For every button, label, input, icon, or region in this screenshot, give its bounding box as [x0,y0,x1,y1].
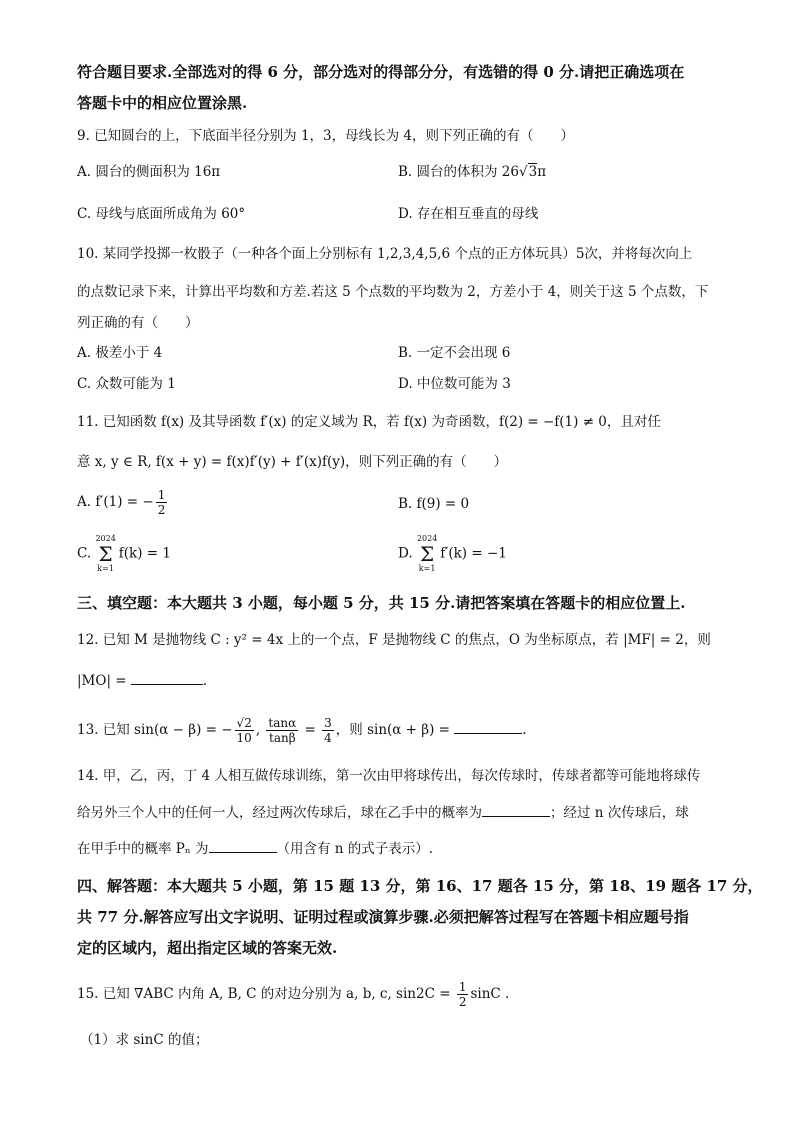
question-10-line-2: 的点数记录下来，计算出平均数和方差.若这 5 个点数的平均数为 2，方差小于 4，则关于这 5 个点数，下 [77,284,709,300]
section-4-line-3: 定的区域内，超出指定区域的答案无效. [77,939,338,957]
question-12-line-1: 12. 已知 M 是抛物线 C : y² = 4x 上的一个点，F 是抛物线 C 的焦点，O 为坐标原点，若 |MF| = 2，则 [77,632,711,648]
question-11-line-1: 11. 已知函数 f(x) 及其导函数 f′(x) 的定义域为 R，若 f(x) 为奇函数，f(2) = −f(1) ≠ 0，且对任 [77,414,661,430]
q10-option-c: C. 众数可能为 1 [77,376,176,392]
q11-option-d: D. 2024 Σ k=1 f′(k) = −1 [398,534,507,573]
q9-option-a: A. 圆台的侧面积为 16π [77,164,221,180]
q11-option-a: A. f′(1) = − $\frac{1}{2}$ [77,488,166,517]
q9-option-d: D. 存在相互垂直的母线 [398,206,539,222]
question-15: 15. 已知 ∇ABC 内角 A, B, C 的对边分别为 a, b, c, sin2C = $\frac{1}{2}$ sinC . [77,980,510,1009]
question-15-part-1: （1）求 sinC 的值； [80,1032,209,1048]
question-14-line-3: 在甲手中的概率 Pₙ 为 （用含有 n 的式子表示）. [77,838,433,859]
q11-option-c: C. 2024 Σ k=1 f(k) = 1 [77,534,171,573]
q10-option-b: B. 一定不会出现 6 [398,345,511,361]
section-3-heading: 三、填空题：本大题共 3 小题，每小题 5 分，共 15 分.请把答案填在答题卡的相应位置上. [77,594,686,612]
question-13: 13. 已知 sin(α − β) = − $\frac{√2}{10}$ , $\frac{\tan\alpha}{\tan\beta}$ = $\frac{3}{4}$ ，则 sin(α + β) = . [77,716,527,745]
answer-blank-14a [482,802,550,817]
q9-option-c: C. 母线与底面所成角为 60° [77,206,246,222]
section-4-line-2: 共 77 分.解答应写出文字说明、证明过程或演算步骤.必须把解答过程写在答题卡相应题号指 [77,908,689,926]
section-4-line-1: 四、解答题：本大题共 5 小题，第 15 题 13 分，第 16、17 题各 15 分，第 18、19 题各 17 分， [77,877,763,895]
question-10-line-3: 列正确的有（ ） [77,315,199,331]
question-9-stem: 9. 已知圆台的上，下底面半径分别为 1，3，母线长为 4，则下列正确的有（ ） [77,128,575,144]
q9-option-b: B. 圆台的体积为 26√3π [398,164,547,180]
answer-blank-12 [131,670,203,685]
question-12-line-2: |MO| = . [77,670,207,691]
q10-option-a: A. 极差小于 4 [77,345,163,361]
instruction-line-2: 答题卡中的相应位置涂黑. [77,94,248,112]
q11-option-b: B. f(9) = 0 [398,496,470,512]
instruction-line-1: 符合题目要求.全部选对的得 6 分，部分选对的得部分分，有选错的得 0 分.请把正确选项在 [77,63,685,81]
question-14-line-2: 给另外三个人中的任何一人，经过两次传球后，球在乙手中的概率为 ；经过 n 次传球后，球 [77,802,689,823]
q10-option-d: D. 中位数可能为 3 [398,376,511,392]
answer-blank-14b [209,838,277,853]
question-11-line-2: 意 x, y ∈ R, f(x + y) = f(x)f′(y) + f′(x)f(y)，则下列正确的有（ ） [77,454,508,470]
question-14-line-1: 14. 甲，乙，丙，丁 4 人相互做传球训练，第一次由甲将球传出，每次传球时，传球者都等可能地将球传 [77,768,701,784]
answer-blank-13 [454,719,522,734]
question-10-line-1: 10. 某同学投掷一枚骰子（一种各个面上分别标有 1,2,3,4,5,6 个点的正方体玩具）5次，并将每次向上 [77,246,693,262]
